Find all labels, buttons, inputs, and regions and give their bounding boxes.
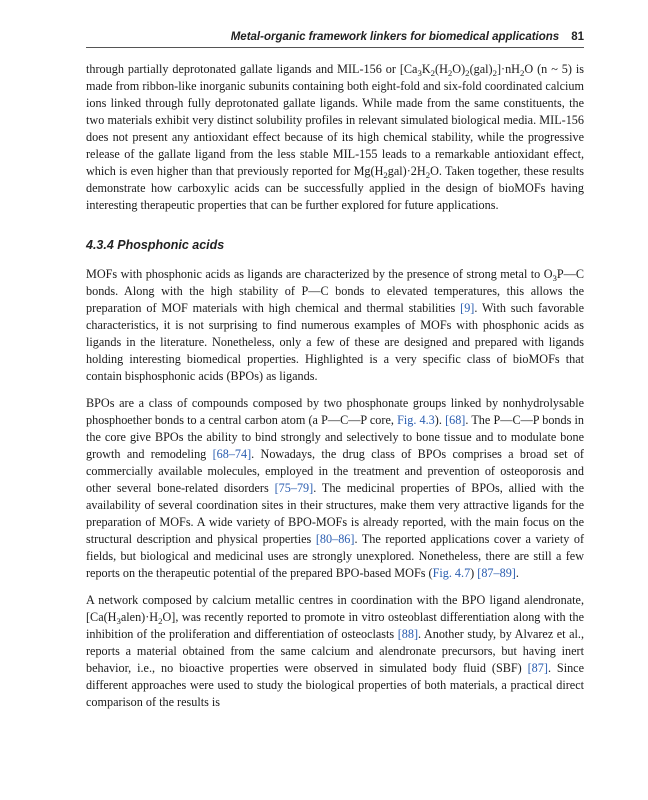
text: MOFs with phosphonic acids as ligands are characterized by the presence of strong metal to O: [86, 267, 553, 281]
running-title: Metal-organic framework linkers for biomedical applications: [230, 31, 560, 43]
subscript: 2: [383, 170, 388, 181]
text: O], was recently reported to promote in vitro osteoblast differentiation along with the inhibition of the proliferation and differentiation of osteoclasts: [86, 610, 584, 641]
text: (gal): [469, 62, 493, 76]
text: ).: [434, 413, 446, 427]
subscript: 2: [430, 68, 436, 79]
subscript: 2: [447, 68, 453, 79]
text: . With such favorable characteristics, it is not surprising to find numerous examples of MOFs with phosphonic acids as ligands in the literature. Nonetheless, only a few of these are designed and prepared with ligands holding interesting biomedical properties. Highlighted is a very specific class of bioMOFs that contain bisphosphonic acids (BPOs) as ligands.: [86, 301, 584, 383]
text: gal)·2H: [387, 164, 426, 178]
text: BPOs are a class of compounds composed by two phosphonate groups linked by nonhydrolysable phosphoether bonds to a central carbon atom (a P—C—P core,: [86, 396, 584, 427]
text: (H: [435, 62, 448, 76]
paragraph-alendronate: [86, 592, 584, 711]
text: . The reported applications cover a variety of fields, but biological and medicinal uses are strongly unexplored. Nonetheless, there are still a few reports on the therapeutic potential of the prepared BPO-based MOFs (: [86, 532, 585, 580]
text: A network composed by calcium metallic centres in coordination with the BPO ligand alendronate, [Ca(H: [86, 593, 584, 624]
citation-link[interactable]: [88]: [397, 627, 419, 641]
figure-link[interactable]: Fig. 4.7: [432, 566, 471, 580]
subscript: 3: [417, 68, 422, 79]
text: through partially deprotonated gallate ligands and MIL-156 or [Ca: [86, 62, 418, 76]
text: O (n ~ 5) is made from ribbon-like inorganic subunits containing both eight-fold and six-fold coordinated calcium ions linked through fully deprotonated gallate ligands. While made from the same constituents, the two materials exhibit very distinct solubility profiles in relevant simulated biological media. MIL-156 does not present any antioxidant effect because of its high chemical stability, while the progressive release of the gallate ligand from the less stable MIL-155 leads to a remarkable antioxidant effect, which is even higher than that previously reported for Mg(H: [86, 62, 584, 178]
subscript: 2: [465, 68, 470, 79]
text: . The P—C—P bonds in the core give BPOs the ability to bind strongly and selectively to bone tissue and to modulate bone growth and remodeling: [86, 413, 585, 461]
subscript: 2: [425, 170, 431, 181]
subscript: 2: [492, 68, 497, 79]
text: . The medicinal properties of BPOs, allied with the availability of several coordination sites in their structures, make them very attractive ligands for the preparation of MOFs. A wide variety of BPO-MOFs is already reported, with the main focus on the structural description and physical properties: [86, 481, 584, 546]
paragraph-gallate-continuation: [86, 61, 584, 214]
text: K: [421, 62, 431, 76]
paragraph-bpo-description: [86, 395, 584, 582]
text: O): [452, 62, 466, 76]
text: alen)·H: [120, 610, 159, 624]
text: . Since different approaches were used to study the biological properties of both materials, a practical direct comparison of the results is: [86, 661, 584, 709]
text: P—C bonds. Along with the high stability of P—C bonds to elevated temperatures, this allows the preparation of MOF materials with high chemical and thermal stabilities: [86, 267, 584, 315]
running-header: [86, 27, 584, 48]
text: . Another study, by Alvarez et al., reports a material obtained from the same calcium and alendronate precursors, but having inert behavior, i.e., no bioactive properties were observed in simulated body fluid (SBF): [86, 627, 584, 675]
figure-link[interactable]: Fig. 4.3: [397, 413, 435, 427]
citation-link[interactable]: [87]: [527, 661, 548, 675]
text: O. Taken together, these results demonstrate how carboxylic acids can be successfully applied in the design of bioMOFs having interesting therapeutic properties that can be further explored for future applications.: [86, 164, 584, 212]
citation-link[interactable]: [75–79]: [274, 481, 314, 495]
citation-link[interactable]: [68–74]: [212, 447, 252, 461]
citation-link[interactable]: [87–89]: [477, 566, 516, 580]
citation-link[interactable]: [80–86]: [315, 532, 355, 546]
text: .: [515, 566, 519, 580]
subscript: 3: [116, 616, 121, 627]
citation-link[interactable]: [68]: [445, 413, 466, 427]
text: ]·nH: [496, 62, 520, 76]
subscript: 3: [552, 273, 557, 284]
text: . Nowadays, the drug class of BPOs comprises a broad set of commercially available molecules, employed in the treatment and prevention of osteoporosis and other several bone-related disorders: [86, 447, 584, 495]
citation-link[interactable]: [9]: [460, 301, 475, 315]
page-number: 81: [571, 31, 584, 43]
subscript: 2: [158, 616, 163, 627]
paragraph-phosphonic-intro: [86, 266, 584, 385]
page-body: [86, 61, 584, 721]
text: ): [470, 566, 478, 580]
section-heading: 4.3.4 Phosphonic acids: [86, 238, 225, 252]
subscript: 2: [519, 68, 525, 79]
